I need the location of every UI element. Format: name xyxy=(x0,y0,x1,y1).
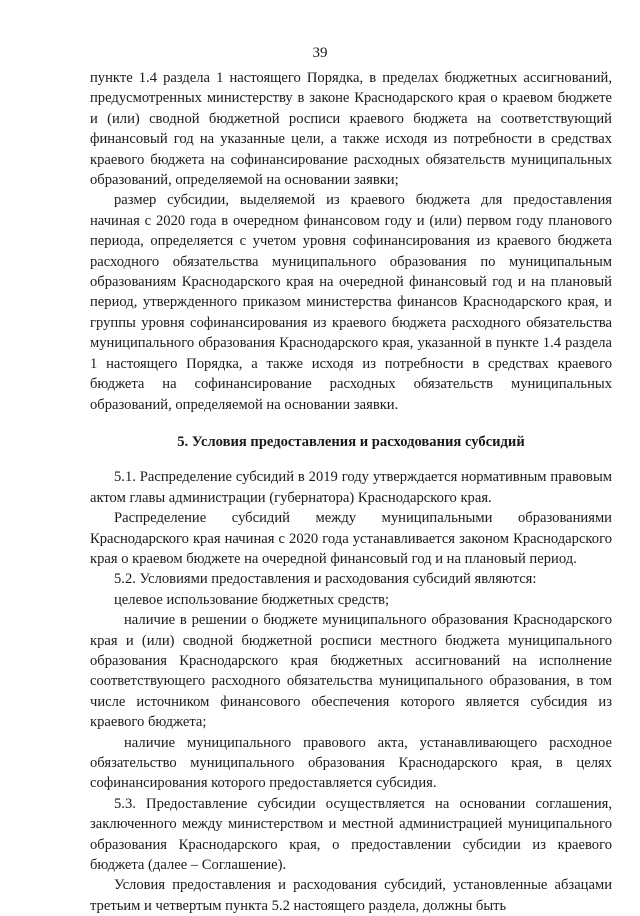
paragraph: пункте 1.4 раздела 1 настоящего Порядка, в пределах бюджетных ассигнований, предусмотренных министерству в законе Краснодарского края о краевом бюджете и (или) сводной бюджетной росписи краевого бюджета на соответствующий финансовый год на указанные цели, а также исходя из потребности в средствах краевого бюджета на софинансирование расходных обязательств муниципальных образований, определяемой на основании заявки; xyxy=(90,70,612,189)
paragraph: наличие муниципального правового акта, устанавливающего расходное обязательство муниципального образования Краснодарского края, в целях софинансирования которого предоставляется субсидия. xyxy=(90,734,612,792)
paragraph: 5.3. Предоставление субсидии осуществляется на основании соглашения, заключенного между министерством и местной администрацией муниципального образования Краснодарского края, о предоставлении субсидии из краевого бюджета (далее – Соглашение). xyxy=(90,795,612,874)
section-heading: 5. Условия предоставления и расходования субсидий xyxy=(177,433,525,450)
paragraph: Условия предоставления и расходования субсидий, установленные абзацами третьим и четвертым пункта 5.2 настоящего раздела, должны быть xyxy=(90,877,612,914)
paragraph: Распределение субсидий между муниципальными образованиями Краснодарского края начиная с 2020 года устанавливается законом Краснодарского края о краевом бюджете на очередной финансовый год и на плановый период. xyxy=(90,510,612,567)
page-number: 39 xyxy=(312,45,328,61)
paragraph: наличие в решении о бюджете муниципального образования Краснодарского края и (или) сводной бюджетной росписи местного бюджета муниципального образования Краснодарского края бюджетных ассигнований на исполнение соответствующего расходного обязательства муниципального образования, в том числе источником финансового обеспечения которого является субсидия из краевого бюджета; xyxy=(90,612,612,731)
paragraph: целевое использование бюджетных средств; xyxy=(114,591,390,608)
document-body xyxy=(90,68,612,916)
paragraph: размер субсидии, выделяемой из краевого бюджета для предоставления начиная с 2020 года в очередном финансовом году и (или) первом году планового периода, определяется с учетом уровня софинансирования из краевого бюджета расходного обязательства муниципального образования по муниципальным образованиям Краснодарского края на очередной финансовый год и на плановый период, утвержденного приказом министерства финансов Краснодарского края, и группы уровня софинансирования из краевого бюджета расходного обязательства муниципального образования Краснодарского края, указанной в пункте 1.4 раздела 1 настоящего Порядка, а также исходя из потребности в средствах краевого бюджета на софинансирование расходных обязательств муниципальных образований, определяемой на основании заявки. xyxy=(90,192,612,413)
paragraph: 5.1. Распределение субсидий в 2019 году утверждается нормативным правовым актом главы администрации (губернатора) Краснодарского края. xyxy=(90,469,612,506)
paragraph: 5.2. Условиями предоставления и расходования субсидий являются: xyxy=(114,571,537,588)
